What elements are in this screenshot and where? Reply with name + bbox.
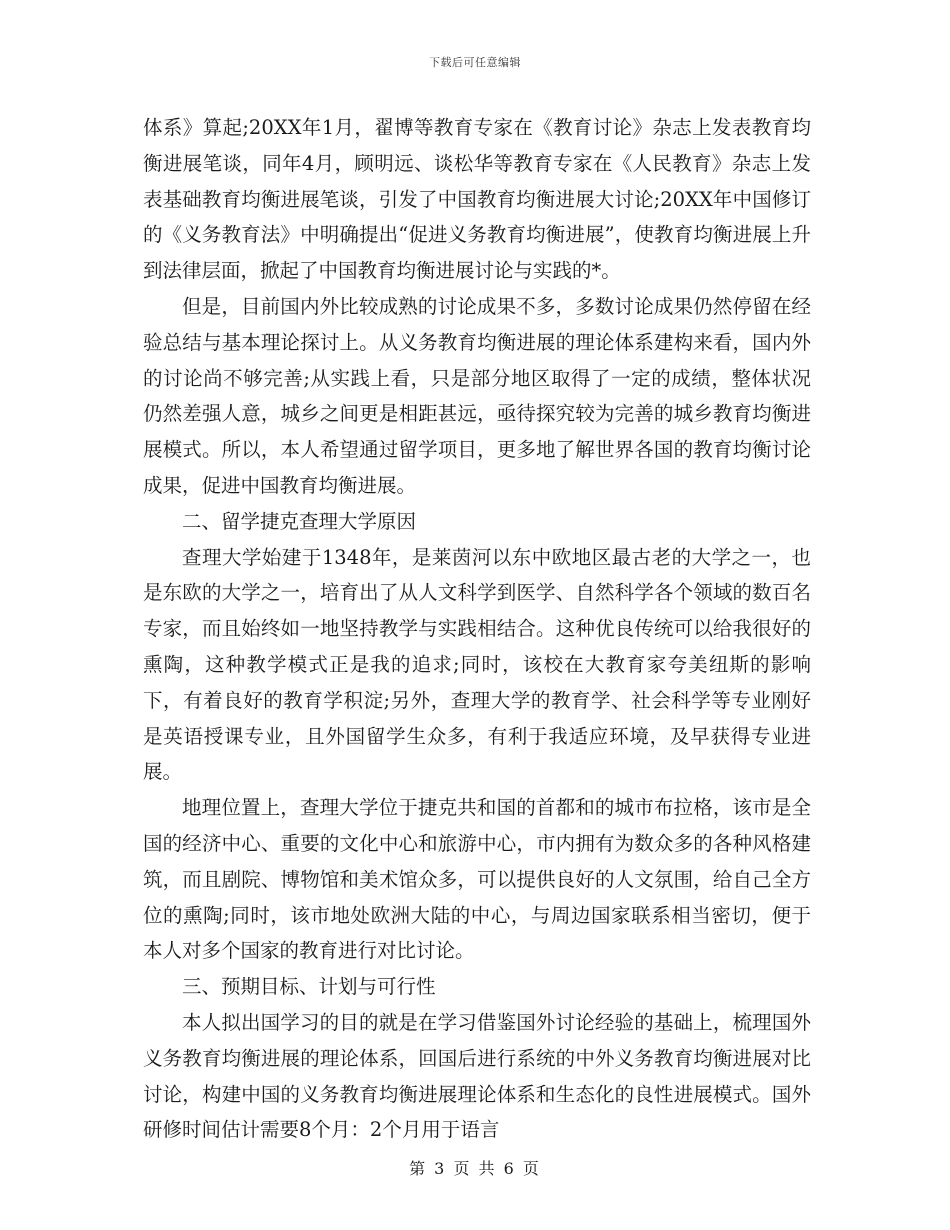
section-heading-reasons: 二、留学捷克查理大学原因 <box>182 509 417 533</box>
paragraph-continuation: 体系》算起;20XX年1月，翟博等教育专家在《教育讨论》杂志上发表教育均衡进展笔谈，同年4月，顾明远、谈松华等教育专家在《人民教育》杂志上发表基础教育均衡进展笔谈，引发了中国教育均衡进展大讨论;20XX年中国修订的《义务教育法》中明确提出“促进义务教育均衡进展”，使教育均衡进展上升到法律层面，掀起了中国教育均衡进展讨论与实践的*。 <box>143 116 811 283</box>
paragraph-current-research: 但是，目前国内外比较成熟的讨论成果不多，多数讨论成果仍然停留在经验总结与基本理论探讨上。从义务教育均衡进展的理论体系建构来看，国内外的讨论尚不够完善;从实践上看，只是部分地区取得了一定的成绩，整体状况仍然差强人意，城乡之间更是相距甚远，亟待探究较为完善的城乡教育均衡进展模式。所以，本人希望通过留学项目，更多地了解世界各国的教育均衡讨论成果，促进中国教育均衡进展。 <box>143 294 811 497</box>
paragraph-location: 地理位置上，查理大学位于捷克共和国的首都和的城市布拉格，该市是全国的经济中心、重要的文化中心和旅游中心，市内拥有为数众多的各种风格建筑，而且剧院、博物馆和美术馆众多，可以提供良好的人文氛围，给自己全方位的熏陶;同时，该市地处欧洲大陆的中心，与周边国家联系相当密切，便于本人对多个国家的教育进行对比讨论。 <box>143 796 811 963</box>
document-body <box>143 110 811 1148</box>
page-header: 下载后可任意编辑 <box>429 56 521 69</box>
page-number-footer: 第 3 页 共 6 页 <box>409 1159 541 1178</box>
section-heading-goals: 三、预期目标、计划与可行性 <box>182 975 436 999</box>
paragraph-charles-university: 查理大学始建于1348年，是莱茵河以东中欧地区最古老的大学之一，也是东欧的大学之一，培育出了从人文科学到医学、自然科学各个领域的数百名专家，而且始终如一地坚持教学与实践相结合。这种优良传统可以给我很好的熏陶，这种教学模式正是我的追求;同时，该校在大教育家夸美纽斯的影响下，有着良好的教育学积淀;另外，查理大学的教育学、社会科学等专业刚好是英语授课专业，且外国留学生众多，有利于我适应环境，及早获得专业进展。 <box>143 545 811 784</box>
paragraph-study-plan: 本人拟出国学习的目的就是在学习借鉴国外讨论经验的基础上，梳理国外义务教育均衡进展的理论体系，回国后进行系统的中外义务教育均衡进展对比讨论，构建中国的义务教育均衡进展理论体系和生态化的良性进展模式。国外研修时间估计需要8个月：2个月用于语言 <box>143 1010 811 1142</box>
